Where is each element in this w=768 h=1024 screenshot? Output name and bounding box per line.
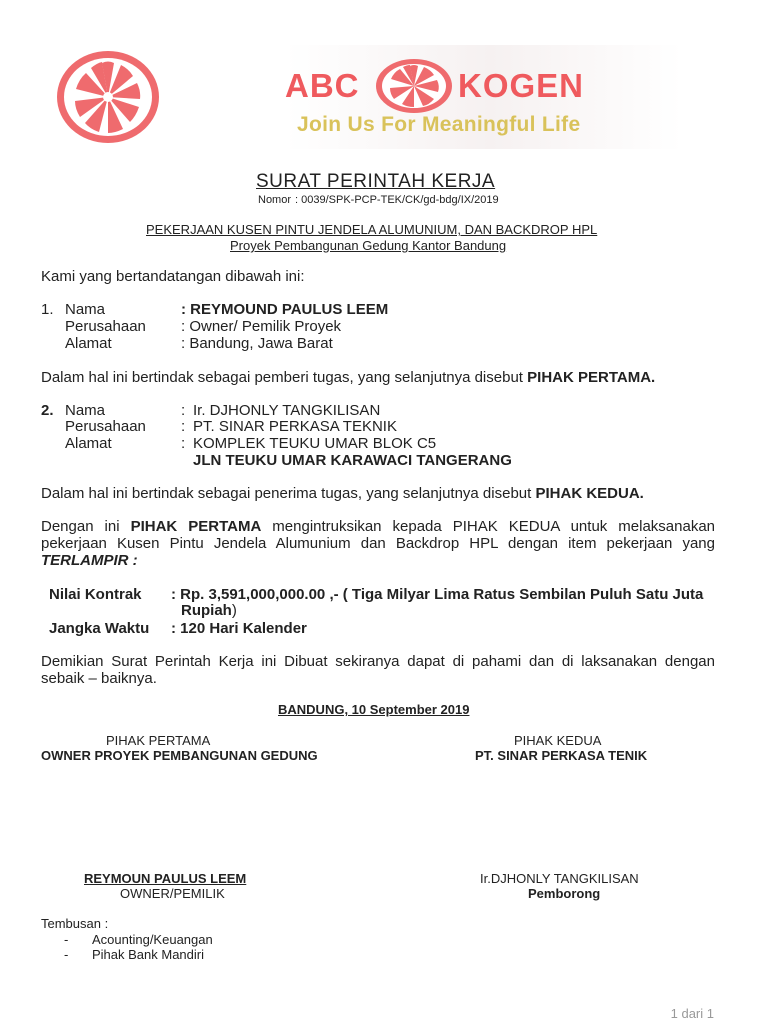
party2-role-text: Dalam hal ini bertindak sebagai penerima tugas, yang selanjutnya disebut <box>41 485 536 502</box>
tembusan-label: Tembusan : <box>41 916 109 931</box>
party2-nama-colon: : <box>181 402 186 419</box>
party1-role-text: Dalam hal ini bertindak sebagai pemberi tugas, yang selanjutnya disebut <box>41 369 528 386</box>
right-signatory-title: Pemborong <box>528 886 601 901</box>
jangka-waktu-value: : 120 Hari Kalender <box>171 620 307 637</box>
party2-alamat-label: Alamat <box>65 435 112 452</box>
list-bullet-icon: - <box>64 947 69 962</box>
nilai-kontrak-close: ) <box>231 602 237 619</box>
document-title: SURAT PERINTAH KERJA <box>256 171 496 192</box>
party1-role-name: PIHAK PERTAMA. <box>527 369 656 386</box>
left-signatory-name: REYMOUN PAULUS LEEM <box>84 871 247 886</box>
nomor-value: : 0039/SPK-PCP-TEK/CK/gd-bdg/IX/2019 <box>295 194 499 206</box>
closing-paragraph: Demikian Surat Perintah Kerja ini Dibuat sekiranya dapat di pahami dan di laksanakan dengan sebaik – baiknya. <box>41 653 715 687</box>
instruction-rest: mengintruksikan kepada PIHAK KEDUA untuk melaksanakan pekerjaan Kusen Pintu Jendela Alumunium dan Backdrop HPL dengan item pekerjaan yang <box>41 518 716 552</box>
party2-number: 2. <box>41 402 54 419</box>
right-signatory-org: PT. SINAR PERKASA TENIK <box>475 748 648 763</box>
party2-alamat-colon: : <box>181 435 186 452</box>
instruction-prefix: Dengan ini <box>41 518 131 535</box>
grapefruit-small-icon <box>374 57 454 115</box>
party2-alamat-value-2: JLN TEUKU UMAR KARAWACI TANGERANG <box>193 452 512 469</box>
party2-alamat-value: KOMPLEK TEUKU UMAR BLOK C5 <box>193 435 437 452</box>
party2-perusahaan-label: Perusahaan <box>65 418 146 435</box>
party2-nama-value: Ir. DJHONLY TANGKILISAN <box>193 402 381 419</box>
tembusan-item: Pihak Bank Mandiri <box>92 947 204 962</box>
party1-perusahaan-value: : Owner/ Pemilik Proyek <box>181 318 342 335</box>
party1-nama-label: Nama <box>65 301 106 318</box>
jangka-waktu-label: Jangka Waktu <box>49 620 150 637</box>
left-signatory-role: PIHAK PERTAMA <box>106 733 211 748</box>
header-banner <box>41 45 683 149</box>
terlampir-label: TERLAMPIR : <box>41 552 138 569</box>
instruction-pihak: PIHAK PERTAMA <box>130 518 262 535</box>
nilai-kontrak-value: : Rp. 3,591,000,000.00 ,- ( Tiga Milyar Lima Ratus Sembilan Puluh Satu Juta <box>171 586 704 603</box>
left-signatory-title: OWNER/PEMILIK <box>120 886 225 901</box>
party2-role-name: PIHAK KEDUA. <box>535 485 644 502</box>
tembusan-item: Acounting/Keuangan <box>92 932 213 947</box>
nilai-kontrak-label: Nilai Kontrak <box>49 586 142 603</box>
party1-alamat-label: Alamat <box>65 335 112 352</box>
party2-perusahaan-value: PT. SINAR PERKASA TEKNIK <box>193 418 397 435</box>
place-date: BANDUNG, 10 September 2019 <box>278 702 470 717</box>
nilai-kontrak-value-2 <box>181 602 237 619</box>
party1-number: 1. <box>41 301 54 318</box>
party1-perusahaan-label: Perusahaan <box>65 318 146 335</box>
party2-role <box>41 485 644 502</box>
instruction-paragraph <box>41 518 715 552</box>
page-indicator: 1 dari 1 <box>670 1006 714 1021</box>
party1-nama-value: : REYMOUND PAULUS LEEM <box>181 301 389 318</box>
brand-tagline: Join Us For Meaningful Life <box>297 113 581 136</box>
brand-name-right: KOGEN <box>458 67 585 104</box>
intro-text: Kami yang bertandatangan dibawah ini: <box>41 268 305 285</box>
grapefruit-logo-icon <box>55 49 161 145</box>
party1-role <box>41 369 655 386</box>
work-subtitle: PEKERJAAN KUSEN PINTU JENDELA ALUMUNIUM, DAN BACKDROP HPL <box>146 222 598 237</box>
right-signatory-role: PIHAK KEDUA <box>514 733 602 748</box>
party2-nama-label: Nama <box>65 402 106 419</box>
party2-perusahaan-colon: : <box>181 418 186 435</box>
brand-name-left: ABC <box>285 67 360 104</box>
list-bullet-icon: - <box>64 932 69 947</box>
project-subtitle: Proyek Pembangunan Gedung Kantor Bandung <box>230 238 507 253</box>
nomor-label: Nomor <box>258 194 292 206</box>
left-signatory-org: OWNER PROYEK PEMBANGUNAN GEDUNG <box>41 748 318 763</box>
right-signatory-name: Ir.DJHONLY TANGKILISAN <box>480 871 639 886</box>
nilai-kontrak-rupiah: Rupiah <box>181 602 232 619</box>
party1-alamat-value: : Bandung, Jawa Barat <box>181 335 333 352</box>
